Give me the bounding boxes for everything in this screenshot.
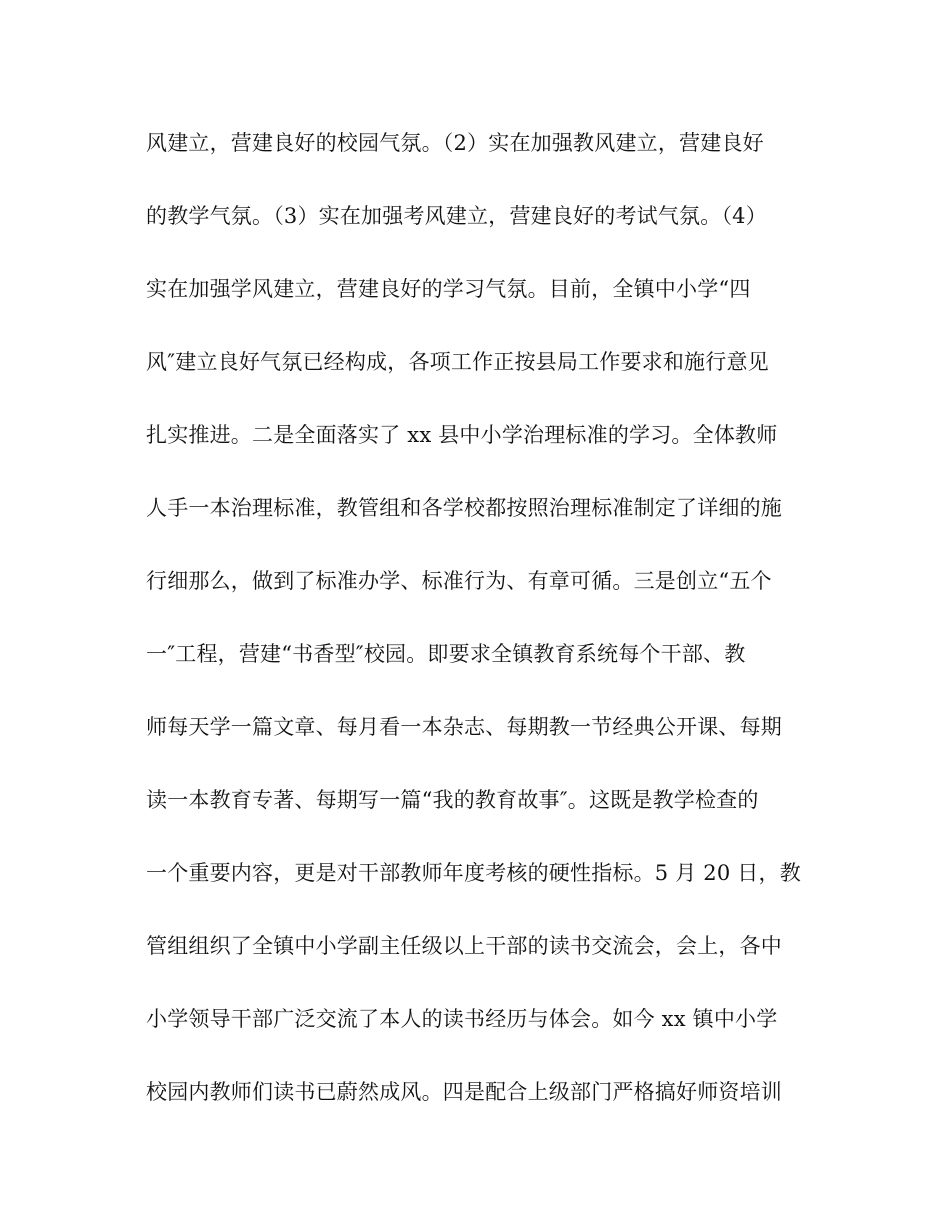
text-line: 实在加强学风建立，营建良好的学习气氛。目前，全镇中小学“四 bbox=[146, 277, 751, 301]
text-line: 扎实推进。二是全面落实了 xx 县中小学治理标准的学习。全体教师 bbox=[146, 423, 778, 447]
text-line: 风建立，营建良好的校园气氛。（2）实在加强教风建立，营建良好 bbox=[146, 131, 764, 155]
text-line: 人手一本治理标准，教管组和各学校都按照治理标准制定了详细的施 bbox=[146, 496, 782, 520]
text-line: 风″建立良好气氛已经构成，各项工作正按县局工作要求和施行意见 bbox=[146, 350, 769, 374]
text-line: 一″工程，营建“书香型″校园。即要求全镇教育系统每个干部、教 bbox=[146, 642, 746, 666]
text-line: 小学领导干部广泛交流了本人的读书经历与体会。如今 xx 镇中小学 bbox=[146, 1007, 778, 1031]
text-line: 师每天学一篇文章、每月看一本杂志、每期教一节经典公开课、每期 bbox=[146, 715, 782, 739]
text-line: 读一本教育专著、每期写一篇“我的教育故事″。这既是教学检查的 bbox=[146, 788, 759, 812]
text-line: 一个重要内容，更是对干部教师年度考核的硬性指标。5 月 20 日，教 bbox=[146, 861, 801, 885]
text-line: 的教学气氛。（3）实在加强考风建立，营建良好的考试气氛。（4） bbox=[146, 204, 767, 228]
text-line: 管组组织了全镇中小学副主任级以上干部的读书交流会，会上，各中 bbox=[146, 934, 782, 958]
text-line: 校园内教师们读书已蔚然成风。四是配合上级部门严格搞好师资培训 bbox=[146, 1080, 782, 1104]
body-text bbox=[146, 126, 806, 1148]
text-line: 行细那么，做到了标准办学、标准行为、有章可循。三是创立“五个 bbox=[146, 569, 772, 593]
